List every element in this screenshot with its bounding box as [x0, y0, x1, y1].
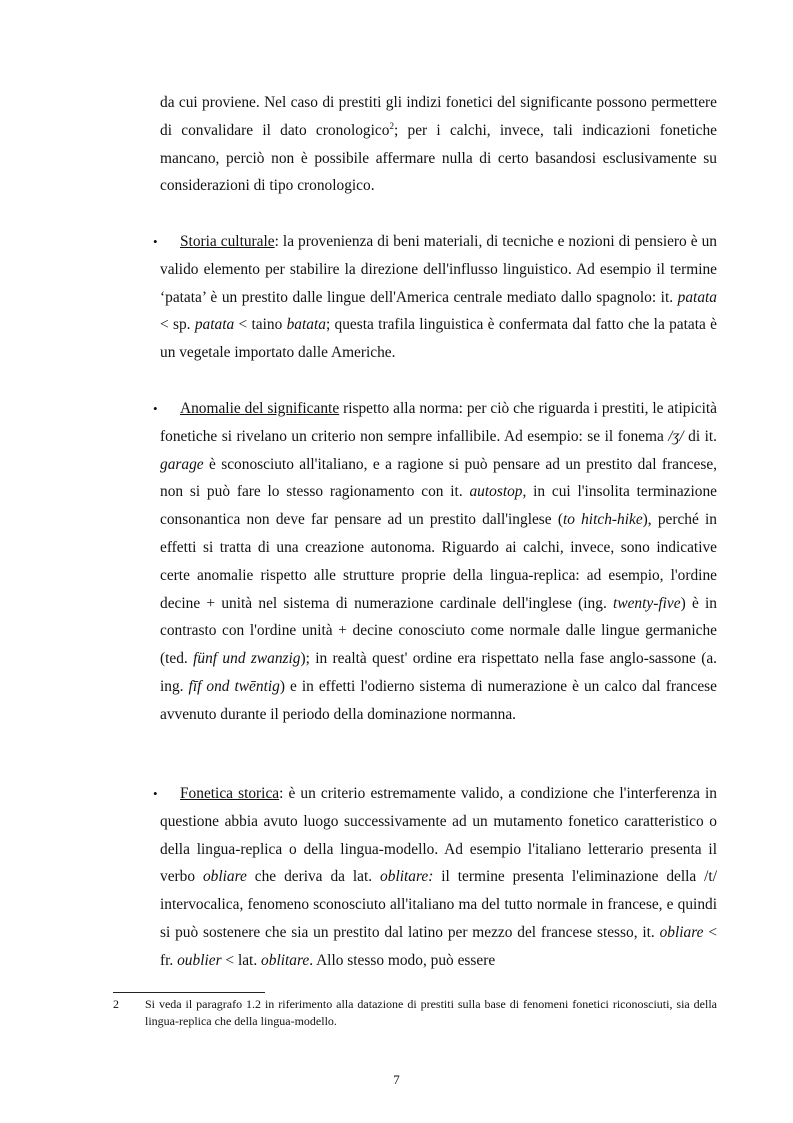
bullet-anomalie-significante: • Anomalie del significante rispetto alla norma: per ciò che riguarda i prestiti, le atipicità fonetiche si rivelano un criterio non sempre infallibile. Ad esempio: se il fonema /ʒ/ di it. garage è sconosciuto all'italiano, e a ragione si può pensare ad un prestito dal francese, non si può fare lo stesso ragionamento con it. autostop, in cui l'insolita terminazione consonantica non deve far pensare ad un prestito dall'inglese (to hitch-hike), perché in effetti si tratta di una creazione autonoma. Riguardo ai calchi, invece, sono indicative certe anomalie rispetto alle strutture proprie della lingua-replica: ad esempio, l'ordine decine + unità nel sistema di numerazione cardinale dell'inglese (ing. twenty-five) è in contrasto con l'ordine unità + decine conosciuto come normale dalle lingue germaniche (ted. fünf und zwanzig); in realtà quest' ordine era rispettato nella fase anglo-sassone (a. ing. fīf ond twēntig) e in effetti l'odierno sistema di numerazione è un calco dal francese avvenuto durante il periodo della dominazione normanna. — [153, 395, 717, 729]
bullet-icon: • — [153, 786, 158, 801]
footnote — [113, 996, 717, 1030]
bullet-heading: Fonetica storica — [180, 785, 280, 802]
bullet-icon: • — [153, 401, 158, 416]
footnote-separator — [113, 992, 265, 993]
bullet-storia-culturale: • Storia culturale: la provenienza di beni materiali, di tecniche e nozioni di pensiero è un valido elemento per stabilire la direzione dell'influsso linguistico. Ad esempio il termine ‘patata’ è un prestito dalle lingue dell'America centrale mediato dallo spagnolo: it. patata < sp. patata < taino batata; questa trafila linguistica è confermata dal fatto che la patata è un vegetale importato dalle Americhe. — [153, 228, 717, 367]
bullet-heading: Storia culturale — [180, 233, 275, 250]
footnote-text: Si veda il paragrafo 1.2 in riferimento alla datazione di prestiti sulla base di fenomeni fonetici riconosciuti, sia della lingua-replica che della lingua-modello. — [145, 997, 717, 1028]
footnote-ref[interactable]: 2 — [389, 120, 394, 131]
intro-paragraph: da cui proviene. Nel caso di prestiti gli indizi fonetici del significante possono permettere di convalidare il dato cronologico$^2$; per i calchi, invece, tali indicazioni fonetiche mancano, perciò non è possibile affermare nulla di certo basandosi esclusivamente su considerazioni di tipo cronologico. — [160, 94, 717, 195]
footnote-number: 2 — [113, 997, 119, 1011]
bullet-heading: Anomalie del significante — [180, 400, 340, 417]
bullet-icon: • — [153, 234, 158, 249]
bullet-fonetica-storica: • Fonetica storica: è un criterio estremamente valido, a condizione che l'interferenza in questione abbia avuto luogo successivamente ad un mutamento fonetico caratteristico o della lingua-replica o della lingua-modello. Ad esempio l'italiano letterario presenta il verbo obliare che deriva da lat. oblitare: il termine presenta l'eliminazione della /t/ intervocalica, fenomeno sconosciuto all'italiano ma del tutto normale in francese, e quindi si può sostenere che sia un prestito dal latino per mezzo del francese stesso, it. obliare < fr. oublier < lat. oblitare. Allo stesso modo, può essere — [153, 780, 717, 975]
page-number: 7 — [393, 1072, 400, 1087]
